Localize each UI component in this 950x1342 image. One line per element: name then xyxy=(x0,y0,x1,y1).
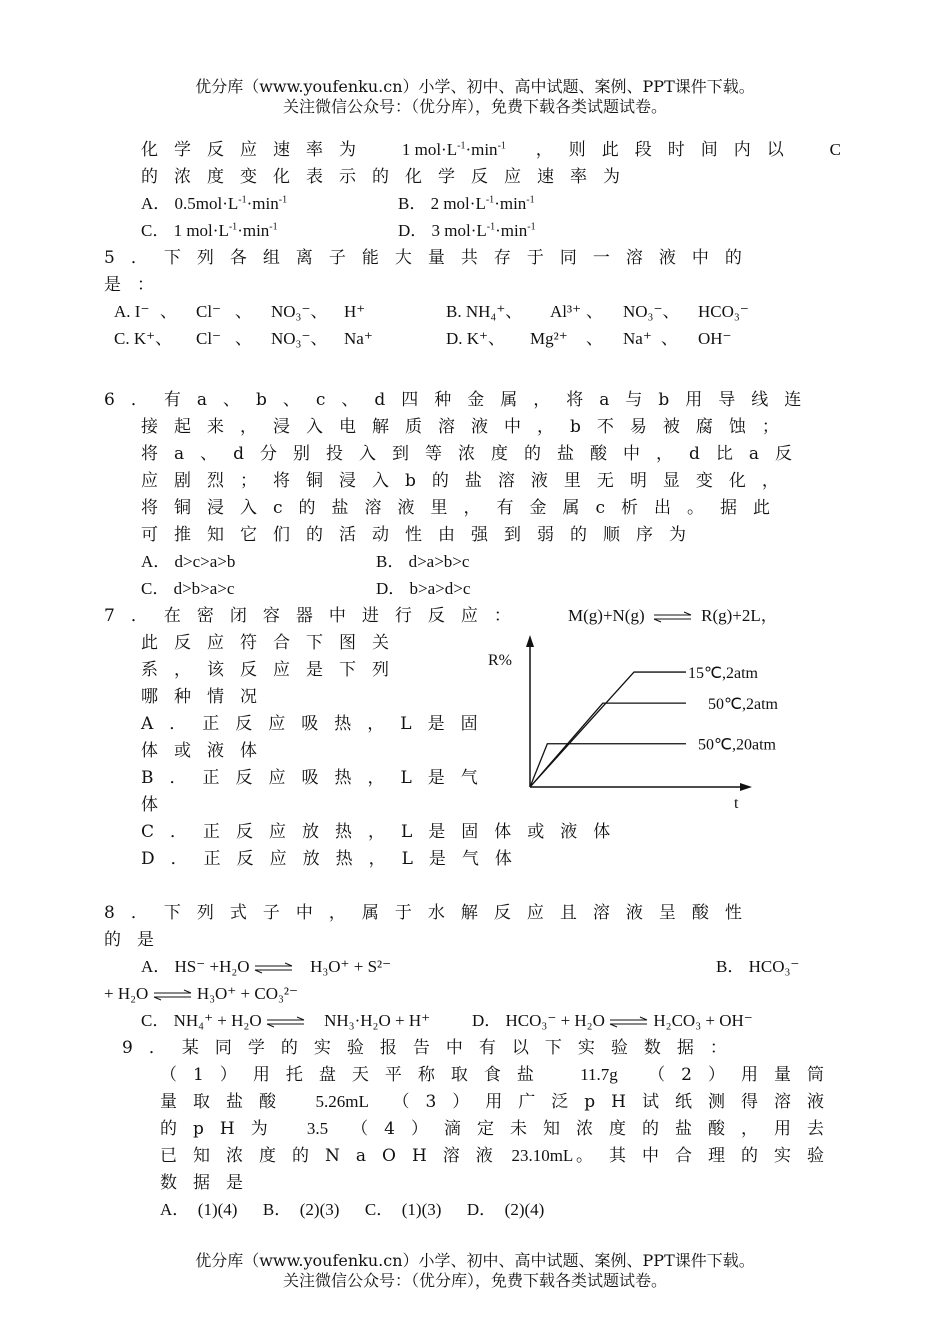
q4-option-c: C． 1 $mol\cdot L^{-1}\cdot\min^{-1}$ xyxy=(141,221,278,240)
q6-line-2: 接起来，浸入电解质溶液中，b不易被腐蚀； xyxy=(141,417,795,437)
q5-option-b: B. NH₄⁺、 Al³⁺ 、 NO₃⁻、 HCO₃⁻ xyxy=(446,302,749,321)
equilibrium-arrow-icon xyxy=(266,1016,306,1028)
q8-option-b: B． HCO₃⁻ xyxy=(716,957,800,976)
series-line-1 xyxy=(530,672,686,787)
equilibrium-arrow-icon xyxy=(254,962,294,974)
q7-line-2: 此反应符合下图关 xyxy=(141,633,405,653)
q6-line-3: 将a、d分别投入到等浓度的盐酸中，d比a反 xyxy=(141,444,809,464)
q9-line-3: 量取盐酸 5.26mL （3）用广泛pH试纸测得溶液 xyxy=(160,1092,840,1112)
q5-option-c: C. K⁺、 Cl⁻ 、 NO₃⁻、 Na⁺ xyxy=(114,329,373,348)
y-axis-arrow-icon xyxy=(526,635,534,647)
q6-line-5: 将铜浸入c的盐溶液里，有金属c析出。据此 xyxy=(141,498,787,518)
q9-line-2: （1）用托盘天平称取食盐 11.7g （2）用量筒 xyxy=(160,1065,840,1085)
series-label-2: 50℃,2atm xyxy=(708,696,778,714)
q9-stem: 9．某同学的实验报告中有以下实验数据： xyxy=(122,1038,743,1058)
x-axis-arrow-icon xyxy=(740,783,752,791)
q8-option-c: C． NH₄⁺ + H₂O NH₃·H₂O + H⁺ xyxy=(141,1011,431,1030)
y-axis-label: R% xyxy=(488,652,512,669)
q8-option-a: A． HS⁻ +H₂O H₃O⁺ + S²⁻ xyxy=(141,957,392,976)
q4-option-b: B． 2 $mol\cdot L^{-1}\cdot\min^{-1}$ xyxy=(398,194,535,213)
q7-option-a: A．正反应吸热，L是固 xyxy=(141,714,494,734)
series-label-1: 15℃,2atm xyxy=(688,665,758,683)
q8-option-d: D． HCO₃⁻ + H₂O H₂CO₃ + OH⁻ xyxy=(472,1011,753,1030)
q4-option-d: D． 3 $mol\cdot L^{-1}\cdot\min^{-1}$ xyxy=(398,221,536,240)
q7-option-b-cont: 体 xyxy=(141,795,174,815)
footer-line-2: 关注微信公众号：（优分库），免费下载各类试题试卷。 xyxy=(282,1271,667,1290)
q6-option-c: C． d>b>a>c xyxy=(141,579,235,598)
q6-option-d: D． b>a>d>c xyxy=(376,579,471,598)
q7-option-c: C．正反应放热，L是固体或液体 xyxy=(141,822,627,842)
q5-option-a: A. I⁻ 、 Cl⁻ 、 NO₃⁻、 H⁺ xyxy=(114,302,366,321)
q7-equation: M(g)+N(g) R(g)+2L， xyxy=(568,606,778,625)
equilibrium-arrow-icon xyxy=(153,989,193,1001)
equilibrium-arrow-icon xyxy=(609,1016,649,1028)
q6-line-6: 可推知它们的活动性由强到弱的顺序为 xyxy=(141,525,702,545)
q4-line-2: 的浓度变化表示的化学反应速率为 xyxy=(141,167,636,187)
equilibrium-arrow-icon xyxy=(653,611,693,623)
x-axis-label: t xyxy=(734,795,739,812)
q7-line-4: 哪种情况 xyxy=(141,687,273,707)
q8-stem-2: 的是 xyxy=(104,930,170,950)
q7-option-a-cont: 体或液体 xyxy=(141,741,273,761)
chart-series xyxy=(530,672,686,787)
q5-option-d: D. K⁺、 Mg²⁺ 、 Na⁺ 、 OH⁻ xyxy=(446,329,732,348)
chart-axes xyxy=(488,635,752,812)
footer-line-1: 优分库（www.youfenku.cn）小学、初中、高中试题、案例、PPT课件下载。 xyxy=(195,1251,755,1270)
q8-option-b-cont: + H₂O H₃O⁺ + CO₃²⁻ xyxy=(104,984,298,1003)
q9-line-5: 已知浓度的NaOH溶液 23.10mL 。其中合理的实验 xyxy=(160,1146,840,1166)
q7-stem: 7．在密闭容器中进行反应： xyxy=(104,606,527,626)
q7-option-b: B．正反应吸热，L是气 xyxy=(141,768,494,788)
chart-labels xyxy=(688,665,779,754)
q5-stem-2: 是： xyxy=(104,275,170,295)
series-line-2 xyxy=(530,703,686,787)
q9-line-6: 数据是 xyxy=(160,1173,259,1193)
q6-option-b: B． d>a>b>c xyxy=(376,552,470,571)
rate-chart xyxy=(480,635,800,815)
q9-options: A． (1)(4) B． (2)(3) C． (1)(3) D． (2)(4) xyxy=(160,1200,545,1219)
q4-option-a: A． $0.5mol\cdot L^{-1}\cdot\min^{-1}$ xyxy=(141,194,288,213)
series-line-3 xyxy=(530,744,686,787)
q7-option-d: D．正反应放热，L是气体 xyxy=(141,849,528,869)
header-line-2: 关注微信公众号：（优分库），免费下载各类试题试卷。 xyxy=(282,97,667,116)
header-line-1: 优分库（www.youfenku.cn）小学、初中、高中试题、案例、PPT课件下载。 xyxy=(195,77,755,96)
q9-line-4: 的pH为 3.5 （4）滴定未知浓度的盐酸，用去 xyxy=(160,1119,840,1139)
q6-option-a: A． d>c>a>b xyxy=(141,552,236,571)
q6-line-1: 6．有a、b、c、d四种金属，将a与b用导线连 xyxy=(104,390,818,410)
q5-stem: 5．下列各组离子能大量共存于同一溶液中的 xyxy=(104,248,758,268)
q6-line-4: 应剧烈；将铜浸入b的盐溶液里无明显变化， xyxy=(141,471,795,491)
q4-continuation: 化学反应速率为 1 $mol\cdot L^{-1}\cdot\min^{-1}$ ，则此段时间内以 C xyxy=(141,140,841,160)
q7-line-3: 系，该反应是下列 xyxy=(141,660,405,680)
q8-stem: 8．下列式子中，属于水解反应且溶液呈酸性 xyxy=(104,903,758,923)
series-label-3: 50℃,20atm xyxy=(698,736,776,754)
